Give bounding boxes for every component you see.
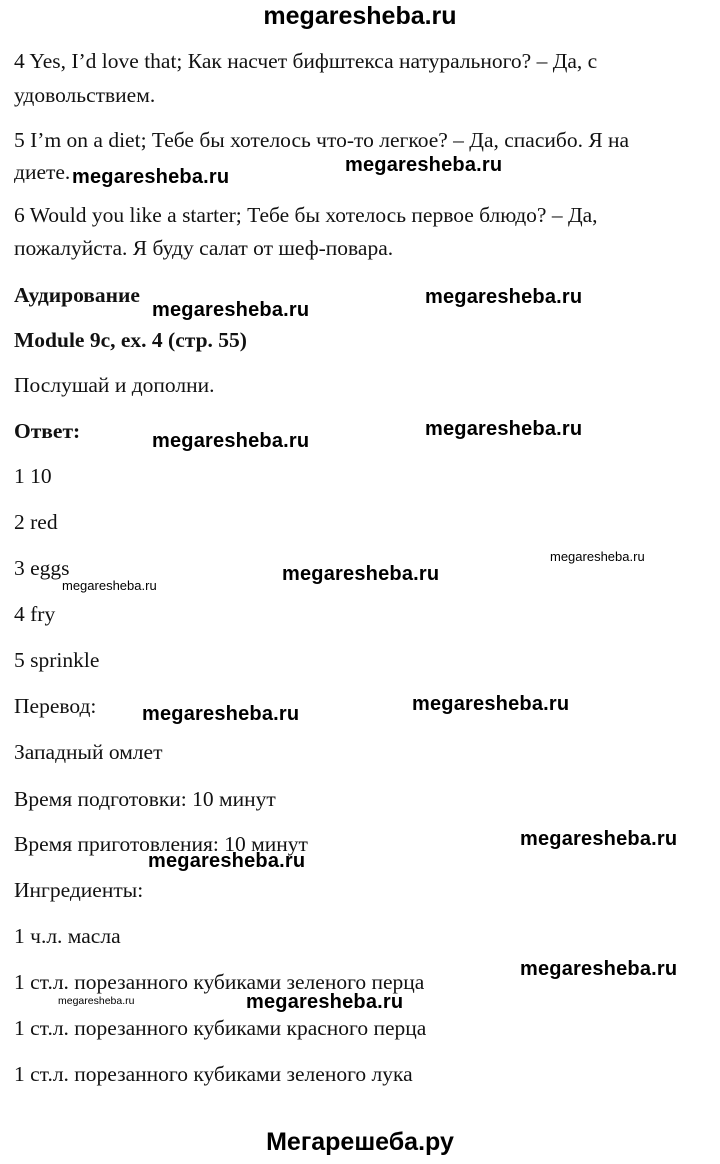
ingredient-item: 1 ст.л. порезанного кубиками зеленого лука bbox=[14, 1062, 413, 1086]
watermark: megaresheba.ru bbox=[58, 995, 135, 1007]
answer-item: 1 10 bbox=[14, 464, 52, 488]
cook-time: Время приготовления: 10 минут bbox=[14, 832, 308, 856]
section-heading: Аудирование bbox=[14, 283, 140, 307]
watermark: megaresheba.ru bbox=[152, 299, 310, 321]
watermark: megaresheba.ru bbox=[246, 991, 404, 1013]
watermark: megaresheba.ru bbox=[148, 850, 306, 872]
watermark: megaresheba.ru bbox=[425, 286, 583, 308]
item-4-line-1: 4 Yes, I’d love that; Как насчет бифштекса натурального? – Да, с bbox=[14, 49, 598, 73]
ingredient-item: 1 ст.л. порезанного кубиками зеленого перца bbox=[14, 970, 425, 994]
prep-time: Время подготовки: 10 минут bbox=[14, 787, 276, 811]
item-4-line-2: удовольствием. bbox=[14, 83, 156, 107]
ingredient-item: 1 ст.л. порезанного кубиками красного перца bbox=[14, 1016, 427, 1040]
watermark: megaresheba.ru bbox=[520, 958, 678, 980]
site-footer: Мегарешеба.ру bbox=[266, 1128, 454, 1156]
watermark: megaresheba.ru bbox=[282, 563, 440, 585]
watermark: megaresheba.ru bbox=[412, 693, 570, 715]
recipe-title: Западный омлет bbox=[14, 740, 163, 764]
watermark: megaresheba.ru bbox=[142, 703, 300, 725]
module-reference: Module 9c, ex. 4 (стр. 55) bbox=[14, 328, 247, 352]
answer-label: Ответ: bbox=[14, 419, 81, 443]
answer-item: 3 eggs bbox=[14, 556, 70, 580]
watermark: megaresheba.ru bbox=[550, 549, 645, 564]
answer-item: 5 sprinkle bbox=[14, 648, 100, 672]
site-header: megaresheba.ru bbox=[263, 2, 457, 30]
ingredients-label: Ингредиенты: bbox=[14, 878, 144, 902]
watermark: megaresheba.ru bbox=[72, 166, 230, 188]
answer-item: 2 red bbox=[14, 510, 58, 534]
item-5-line-2: диете. bbox=[14, 160, 71, 184]
ingredient-item: 1 ч.л. масла bbox=[14, 924, 121, 948]
watermark: megaresheba.ru bbox=[425, 418, 583, 440]
translation-label: Перевод: bbox=[14, 694, 97, 718]
watermark: megaresheba.ru bbox=[152, 430, 310, 452]
watermark: megaresheba.ru bbox=[62, 578, 157, 593]
watermark: megaresheba.ru bbox=[345, 154, 503, 176]
watermark: megaresheba.ru bbox=[520, 828, 678, 850]
task-instruction: Послушай и дополни. bbox=[14, 373, 215, 397]
item-5-line-1: 5 I’m on a diet; Тебе бы хотелось что-то легкое? – Да, спасибо. Я на bbox=[14, 128, 630, 152]
answer-item: 4 fry bbox=[14, 602, 56, 626]
item-6-line-1: 6 Would you like a starter; Тебе бы хотелось первое блюдо? – Да, bbox=[14, 203, 598, 227]
item-6-line-2: пожалуйста. Я буду салат от шеф-повара. bbox=[14, 236, 394, 260]
